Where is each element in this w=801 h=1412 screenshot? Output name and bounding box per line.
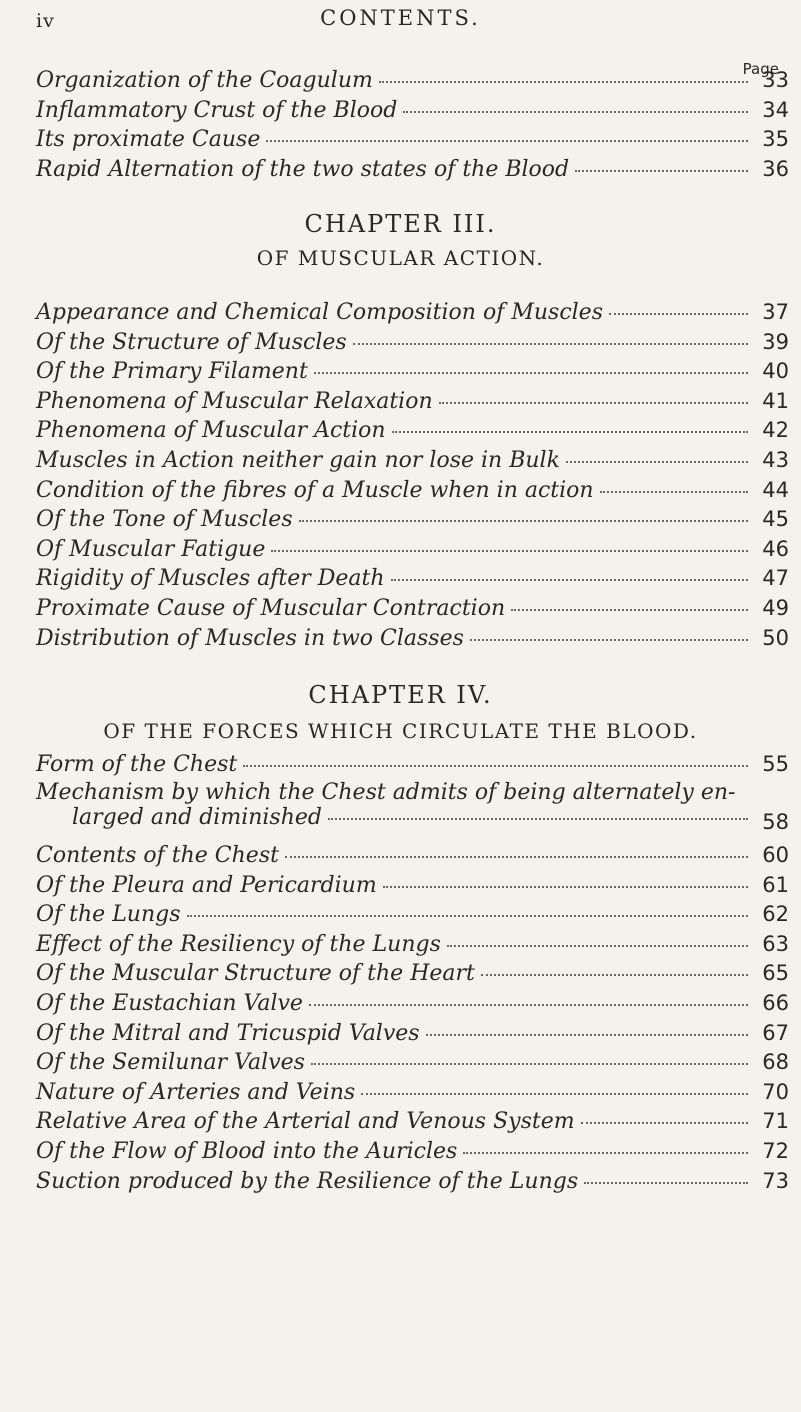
toc-entry-title: Of the Flow of Blood into the Auricles [36,1139,458,1164]
toc-entry[interactable] [36,625,789,656]
chapter-heading: CHAPTER III. [304,210,497,238]
toc-entry-title: Nature of Arteries and Veins [36,1079,356,1105]
toc-entry-page: 35 [762,127,789,151]
leader-dots [314,372,748,374]
toc-entry[interactable] [36,97,789,128]
toc-entry-page: 73 [762,1168,789,1193]
toc-entry-title: Mechanism by which the Chest admits of being alternately en- [36,780,736,805]
toc-entry-title: Condition of the fibres of a Muscle when in action [36,477,594,503]
toc-entry[interactable] [36,300,789,330]
toc-entry-title: Inflammatory Crust of the Blood [36,97,398,123]
leader-dots [575,170,748,172]
toc-entry-page: 45 [762,507,789,532]
toc-entry-page: 72 [762,1139,789,1163]
toc-entry-page: 43 [762,448,789,472]
page-folio: iv [36,10,55,32]
toc-entry-title: Of the Tone of Muscles [36,507,293,533]
toc-entry[interactable] [36,156,789,187]
toc-entry-page: 60 [762,843,789,867]
toc-entry-title: Effect of the Resiliency of the Lungs [36,931,441,957]
leader-dots [609,313,748,315]
toc-entry-title: Form of the Chest [36,752,238,777]
toc-entry-title: Of the Structure of Muscles [36,329,347,355]
toc-entry[interactable] [36,1079,789,1110]
chapter-subtitle: OF THE FORCES WHICH CIRCULATE THE BLOOD. [103,719,698,743]
toc-entry-page: 63 [762,931,789,956]
toc-entry[interactable] [36,872,789,903]
toc-entry-title: Its proximate Cause [36,127,261,152]
toc-entry-title-continued: larged and diminished [72,805,322,830]
toc-entry-title: Organization of the Coagulum [36,68,373,93]
toc-entry-title: Of the Primary Filament [36,359,308,385]
leader-dots [426,1034,748,1036]
toc-entry[interactable] [36,127,789,157]
toc-entry-page: 34 [762,97,789,122]
leader-dots [266,140,748,142]
toc-entry[interactable] [36,418,789,448]
leader-dots [439,402,748,404]
toc-entry-title: Suction produced by the Resilience of the Lungs [36,1168,579,1194]
toc-entry-title: Distribution of Muscles in two Classes [36,625,464,651]
leader-dots [299,520,748,522]
toc-entry-page: 36 [762,156,789,181]
toc-entry-page: 46 [762,536,789,561]
toc-entry[interactable] [36,1050,789,1080]
leader-dots [463,1152,748,1154]
running-title: CONTENTS. [320,6,481,30]
toc-entry-title: Phenomena of Muscular Relaxation [36,388,433,414]
leader-dots [243,765,748,767]
toc-entry-title: Muscles in Action neither gain nor lose in Bulk [36,448,560,473]
toc-entry[interactable] [36,1168,789,1199]
toc-entry-title: Of Muscular Fatigue [36,536,266,562]
toc-entry-page: 40 [762,359,789,384]
leader-dots [566,461,748,463]
toc-entry[interactable] [36,477,789,508]
toc-entry[interactable] [36,1020,789,1051]
page-column-label: Page [742,60,779,78]
leader-dots [353,343,748,345]
leader-dots [328,818,748,820]
leader-dots [271,550,748,552]
toc-entry-title: Phenomena of Muscular Action [36,418,386,444]
toc-entry-page: 39 [762,329,789,354]
toc-entry-title: Of the Lungs [36,902,181,928]
toc-entry[interactable] [36,1139,789,1169]
toc-entry-page: 58 [762,810,789,834]
leader-dots [447,945,748,947]
leader-dots [311,1063,748,1065]
toc-entry-page: 42 [762,418,789,443]
leader-dots [391,579,748,581]
leader-dots [481,974,748,976]
leader-dots [379,81,748,83]
leader-dots [600,491,748,493]
toc-entry[interactable] [36,902,789,932]
toc-entry-title: Of the Muscular Structure of the Heart [36,961,475,987]
toc-entry-title: Appearance and Chemical Composition of Muscles [36,300,603,325]
toc-entry-page: 41 [762,388,789,413]
leader-dots [383,886,748,888]
toc-entry-page: 33 [762,68,789,92]
leader-dots [392,431,748,433]
toc-entry-page: 37 [762,300,789,324]
toc-entry-page: 47 [762,566,789,591]
toc-entry[interactable] [36,359,789,389]
toc-entry[interactable] [36,843,789,873]
leader-dots [285,856,748,858]
toc-entry[interactable] [36,752,789,782]
leader-dots [403,111,748,113]
leader-dots [584,1182,748,1184]
toc-entry-page: 50 [762,625,789,650]
toc-entry-page: 71 [762,1109,789,1134]
toc-entry-title: Contents of the Chest [36,843,279,868]
chapter-subtitle: OF MUSCULAR ACTION. [256,246,545,270]
toc-entry[interactable] [36,961,789,991]
toc-entry-title: Of the Eustachian Valve [36,991,303,1016]
leader-dots [470,639,748,641]
toc-entry-page: 62 [762,902,789,927]
toc-entry-title: Rapid Alternation of the two states of the Blood [36,156,570,182]
toc-entry-title: Relative Area of the Arterial and Venous System [36,1109,575,1135]
leader-dots [361,1093,748,1095]
toc-entry-page: 66 [762,991,789,1015]
toc-entry[interactable] [36,566,789,596]
toc-entry-page: 65 [762,961,789,986]
toc-entry-title: Of the Semilunar Valves [36,1050,305,1076]
toc-entry[interactable] [36,780,789,840]
toc-entry-page: 44 [762,477,789,502]
toc-entry[interactable] [36,388,789,419]
toc-entry[interactable] [36,991,789,1021]
toc-entry-page: 70 [762,1079,789,1104]
toc-entry-title: Proximate Cause of Muscular Contraction [36,596,506,621]
toc-entry[interactable] [36,329,789,360]
toc-entry-title: Of the Pleura and Pericardium [36,872,377,898]
toc-entry-page: 68 [762,1050,789,1075]
toc-entry[interactable] [36,448,789,478]
chapter-heading: CHAPTER IV. [308,681,493,709]
toc-entry[interactable] [36,507,789,537]
toc-entry[interactable] [36,931,789,962]
leader-dots [581,1122,748,1124]
toc-entry-title: Rigidity of Muscles after Death [36,566,385,592]
toc-entry-page: 67 [762,1020,789,1045]
leader-dots [309,1004,748,1006]
toc-entry-page: 49 [762,596,789,620]
toc-entry[interactable] [36,596,789,626]
leader-dots [511,609,748,611]
toc-entry-page: 61 [762,872,789,897]
leader-dots [187,915,748,917]
toc-entry-title: Of the Mitral and Tricuspid Valves [36,1020,420,1046]
toc-entry[interactable] [36,536,789,567]
toc-entry[interactable] [36,1109,789,1139]
toc-entry-page: 55 [762,752,789,776]
